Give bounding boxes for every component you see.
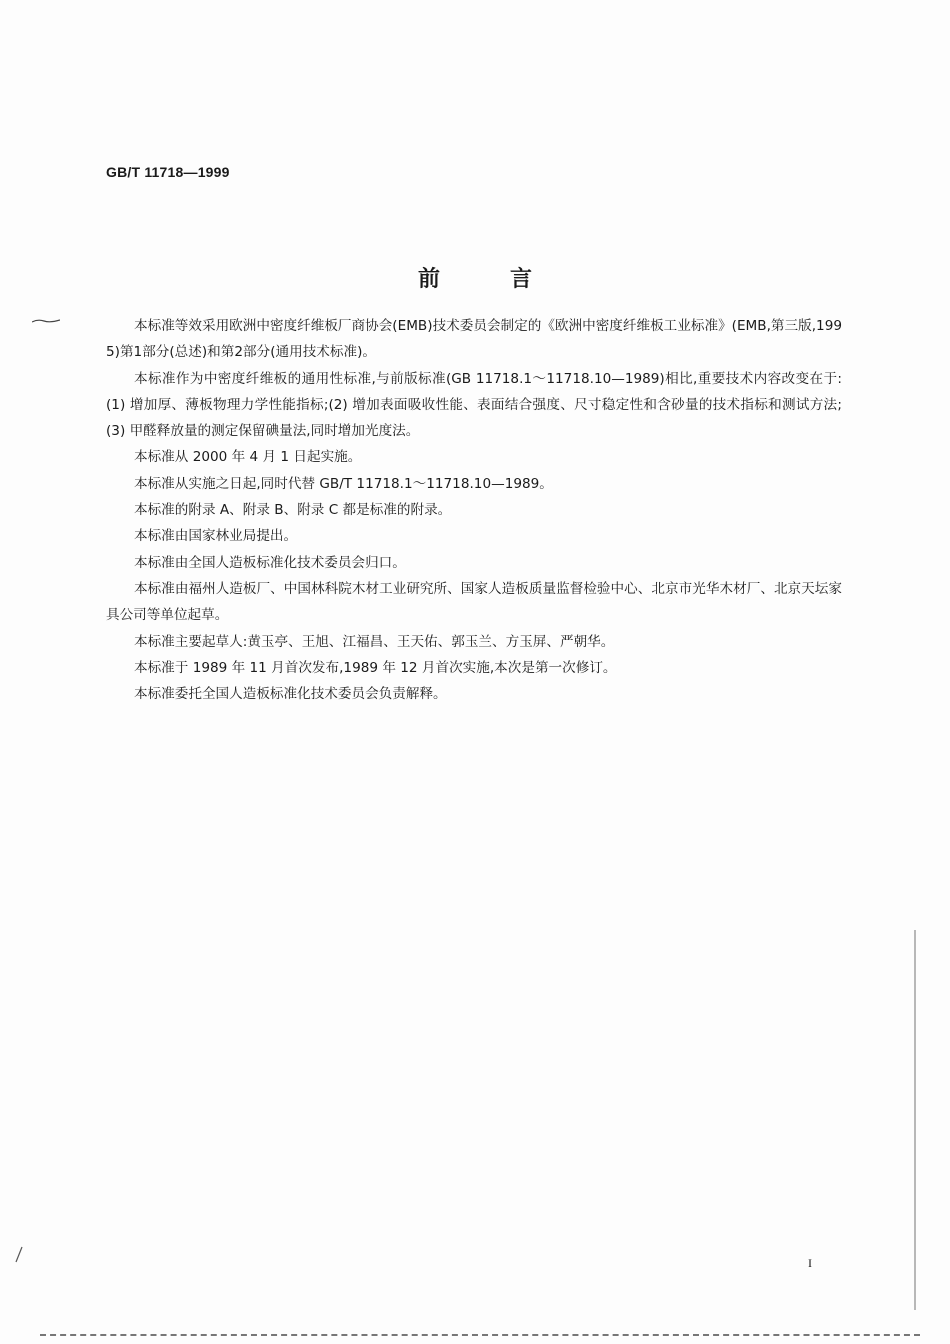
paragraph-7: 本标准由全国人造板标准化技术委员会归口。 (134, 554, 406, 571)
scan-bottom-border (40, 1334, 920, 1339)
scan-edge-line (914, 930, 916, 1310)
scan-mark-left (32, 318, 60, 324)
page-number: I (808, 1256, 812, 1270)
title-char-2: 言 (510, 267, 533, 292)
standard-code: GB/T 11718—1999 (106, 164, 230, 180)
preface-body (106, 313, 842, 707)
scan-mark-corner (14, 1246, 24, 1264)
paragraph-9: 本标准主要起草人:黄玉亭、王旭、江福昌、王天佑、郭玉兰、方玉屏、严朝华。 (134, 633, 615, 650)
paragraph-10: 本标准于 1989 年 11 月首次发布,1989 年 12 月首次实施,本次是第一次修订。 (134, 659, 617, 676)
paragraph-8: 本标准由福州人造板厂、中国林科院木材工业研究所、国家人造板质量监督检验中心、北京市光华木材厂、北京天坛家具公司等单位起草。 (106, 580, 842, 624)
page-title (0, 262, 950, 293)
paragraph-2: 本标准作为中密度纤维板的通用性标准,与前版标准(GB 11718.1～11718.10—1989)相比,重要技术内容改变在于:(1) 增加厚、薄板物理力学性能指标;(2) 增加表面吸收性能、表面结合强度、尺寸稳定性和含砂量的技术指标和测试方法;(3) 甲醛释放量的测定保留碘量法,同时增加光度法。 (106, 370, 842, 440)
paragraph-5: 本标准的附录 A、附录 B、附录 C 都是标准的附录。 (134, 502, 452, 519)
paragraph-11: 本标准委托全国人造板标准化技术委员会负责解释。 (134, 686, 447, 703)
paragraph-6: 本标准由国家林业局提出。 (134, 528, 298, 545)
title-char-1: 前 (417, 267, 440, 292)
paragraph-4: 本标准从实施之日起,同时代替 GB/T 11718.1～11718.10—1989。 (134, 475, 553, 492)
paragraph-1: 本标准等效采用欧洲中密度纤维板厂商协会(EMB)技术委员会制定的《欧洲中密度纤维板工业标准》(EMB,第三版,1995)第1部分(总述)和第2部分(通用技术标准)。 (106, 318, 842, 361)
paragraph-3: 本标准从 2000 年 4 月 1 日起实施。 (134, 449, 362, 466)
